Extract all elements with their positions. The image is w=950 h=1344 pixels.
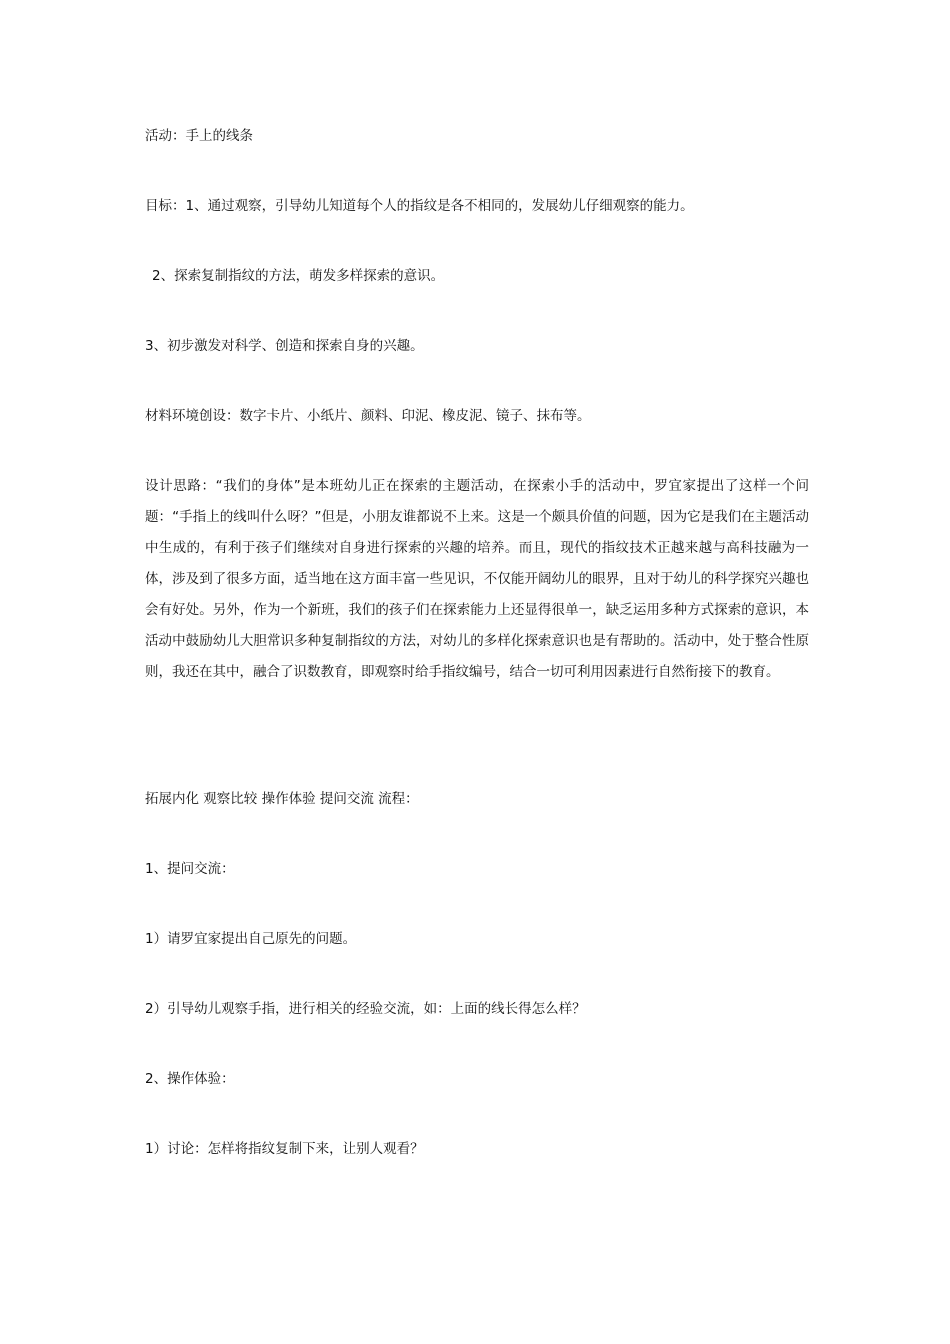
materials: 材料环境创设：数字卡片、小纸片、颜料、印泥、橡皮泥、镜子、抹布等。 — [145, 408, 591, 424]
design-idea-paragraph: 设计思路：“我们的身体”是本班幼儿正在探索的主题活动，在探索小手的活动中，罗宜家提出了这样一个问题：“手指上的线叫什么呀？”但是，小朋友谁都说不上来。这是一个颇具价值的问题，因为它是我们在主题活动中生成的，有利于孩子们继续对自身进行探索的兴趣的培养。而且，现代的指纹技术正越来越与高科技融为一体，涉及到了很多方面，适当地在这方面丰富一些见识，不仅能开阔幼儿的眼界，且对于幼儿的科学探究兴趣也会有好处。另外，作为一个新班，我们的孩子们在探索能力上还显得很单一，缺乏运用多种方式探索的意识，本活动中鼓励幼儿大胆常识多种复制指纹的方法，对幼儿的多样化探索意识也是有帮助的。活动中，处于整合性原则，我还在其中，融合了识数教育，即观察时给手指纹编号，结合一切可利用因素进行自然衔接下的教育。 — [145, 478, 809, 680]
step-2-item-1: 1）讨论：怎样将指纹复制下来，让别人观看？ — [145, 1141, 424, 1157]
activity-title: 活动：手上的线条 — [145, 128, 253, 144]
goal-2: 2、探索复制指纹的方法，萌发多样探索的意识。 — [152, 268, 445, 284]
step-2-title: 2、操作体验： — [145, 1071, 235, 1087]
goal-1: 目标：1、通过观察，引导幼儿知道每个人的指纹是各不相同的，发展幼儿仔细观察的能力。 — [145, 198, 694, 214]
step-1-item-1: 1）请罗宜家提出自己原先的问题。 — [145, 931, 357, 947]
flow: 拓展内化 观察比较 操作体验 提问交流 流程： — [145, 791, 419, 807]
step-1-title: 1、提问交流： — [145, 861, 235, 877]
step-1-item-2: 2）引导幼儿观察手指，进行相关的经验交流，如：上面的线长得怎么样？ — [145, 1001, 586, 1017]
goal-3: 3、初步激发对科学、创造和探索自身的兴趣。 — [145, 338, 424, 354]
